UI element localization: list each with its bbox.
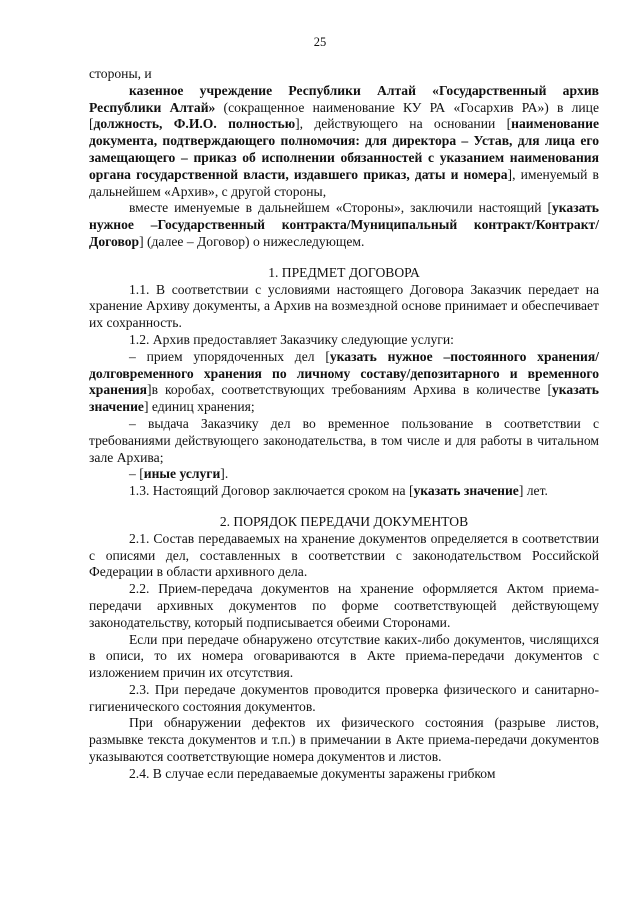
- service-item-2: – выдача Заказчику дел во временное пользование в соответствии с требованиями действующего законодательства, в том числе и для работы в читальном зале Архива;: [89, 415, 599, 465]
- clause-2-3-defects: При обнаружении дефектов их физического состояния (разрыве листов, размывке текста документов и т.п.) в примечании в Акте приема-передачи документов указываются соответствующие номера документов и листов.: [89, 715, 599, 765]
- clause-1-1: 1.1. В соответствии с условиями настоящего Договора Заказчик передает на хранение Архиву документы, а Архив на возмездной основе принимает и обеспечивает их сохранность.: [89, 281, 599, 331]
- text-run: – прием упорядоченных дел [: [129, 348, 330, 364]
- page-number: 25: [313, 35, 327, 49]
- placeholder-other-services: иные услуги: [143, 466, 221, 482]
- clause-2-2: 2.2. Прием-передача документов на хранение оформляется Актом приема-передачи архивных документов по форме соответствующей действующему законодательству, который подписывается обеими Сторонами.: [89, 581, 599, 630]
- section-1-title: 1. ПРЕДМЕТ ДОГОВОРА: [268, 264, 420, 280]
- document-body: [89, 66, 599, 783]
- text-run: (сокращенное наименование КУ РА «Госархив РА») в лице [: [89, 99, 599, 132]
- section-2-title: 2. ПОРЯДОК ПЕРЕДАЧИ ДОКУМЕНТОВ: [219, 513, 469, 529]
- text-run: ] лет.: [518, 483, 548, 499]
- placeholder-authority-document: наименование документа, подтверждающего полномочия: для директора – Устав, для лица его замещающего – приказ об исполнении обязанностей с указанием наименования органа государственной власти, издавшего приказ, даты и номера: [89, 116, 599, 182]
- clause-2-4: 2.4. В случае если передаваемые документы заражены грибком: [129, 765, 496, 781]
- placeholder-storage-type: указать нужное –постоянного хранения/долговременного хранения по личному составу/депозитарного и временного хранения: [89, 348, 599, 398]
- clause-1-2: 1.2. Архив предоставляет Заказчику следующие услуги:: [129, 331, 454, 347]
- text-run: – [: [129, 466, 144, 482]
- placeholder-quantity: указать значение: [89, 382, 599, 415]
- text-run: стороны, и: [89, 66, 152, 81]
- clause-2-1: 2.1. Состав передаваемых на хранение документов определяется в соответствии с описями дел, составленных в соответствии с законодательством Российской Федерации в области архивного дела.: [89, 530, 599, 580]
- paragraph-parties-agreement: [89, 200, 599, 250]
- paragraph-sides-intro: [89, 66, 599, 83]
- clause-2-3: 2.3. При передаче документов проводится проверка физического и санитарно-гигиенического состояния документов.: [89, 681, 599, 714]
- text-run: ]в коробах, соответствующих требованиям Архива в количестве [: [147, 382, 552, 398]
- placeholder-position: должность, Ф.И.О. полностью: [93, 116, 296, 132]
- text-run: вместе именуемые в дальнейшем «Стороны», заключили настоящий [: [129, 200, 552, 216]
- text-run: ], именуемый в дальнейшем «Архив», с другой стороны,: [89, 166, 599, 199]
- placeholder-term: указать значение: [413, 483, 519, 499]
- text-run: ], действующего на основании [: [295, 116, 512, 132]
- text-run: ] единиц хранения;: [143, 399, 255, 415]
- text-run: ] (далее – Договор) о нижеследующем.: [139, 233, 365, 249]
- service-item-3: [89, 466, 599, 483]
- text-run: ].: [220, 466, 229, 482]
- service-item-1: [89, 349, 599, 416]
- text-run: 1.3. Настоящий Договор заключается сроком на [: [129, 483, 414, 499]
- archive-name: казенное учреждение Республики Алтай «Государственный архив Республики Алтай»: [89, 82, 599, 115]
- clause-2-2-missing: Если при передаче обнаружено отсутствие каких-либо документов, числящихся в описи, то их номера оговариваются в Акте приема-передачи документов с изложением причин их отсутствия.: [89, 631, 599, 681]
- clause-1-3: [89, 483, 599, 500]
- placeholder-contract-type: указать нужное –Государственный контракта/Муниципальный контракт/Контракт/Договор: [89, 200, 599, 249]
- paragraph-archive-party: [89, 83, 599, 201]
